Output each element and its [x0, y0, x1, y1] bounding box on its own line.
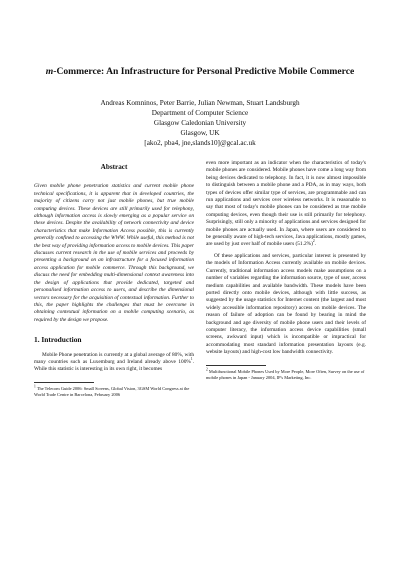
- footnote-divider-right: [206, 365, 266, 366]
- body-paragraph-1: [206, 160, 366, 249]
- author-names: Andreas Komninos, Peter Barrie, Julian Newman, Stuart Landsburgh: [100, 99, 300, 107]
- footnote-ref-2: 2: [312, 239, 315, 244]
- footnote-divider: [34, 382, 94, 383]
- footnote-2: [206, 369, 366, 381]
- affiliation-university: Glasgow Caledonian University: [153, 119, 247, 127]
- left-column: [34, 160, 194, 398]
- body-p1-end: .: [314, 241, 316, 248]
- footnote-ref-1: 1: [190, 357, 193, 362]
- intro-text: Mobile Phone penetration is currently at a global average of 80%, with many countries such as Luxemburg and Ireland already above 100%: [34, 351, 194, 365]
- footnote-1: [34, 386, 194, 398]
- body-p1-text: even more important as an indicator when the characteristics of today's mobile phones are considered. Mobile phones have come a long way from being devices dedicated to telephony. In fact, it is now almost impossible to distinguish between a mobile phone and a PDA, as in may ways, both types of devices offer similar type of services, are programmable and can run applications and services over wireless networks. It is reasonable to say that most of today's mobile phones can be considered as true mobile computing devices, even though their use is still primarily for telephony. Surprisingly, still only a minority of applications and services designed for mobile phones are actually used. In Japan, where users are considered to be generally aware of high-tech services, Java applications, mostly games, are used by just over half of mobile users (51.2%): [206, 160, 366, 248]
- introduction-heading: 1. Introduction: [34, 335, 82, 345]
- right-column: [206, 160, 366, 381]
- paper-title: [28, 66, 372, 78]
- footnote-2-text: Multifunctional Mobile Phones Used by More People, More Often, Survey on the use of mobile phones in Japan - January 2004, IP's Marketing, Inc.: [206, 368, 365, 380]
- footnote-2-mark: 2: [206, 367, 208, 372]
- body-paragraph-2: Of these applications and services, particular interest is presented by the models of Information Access currently available on mobile devices. Currently, traditional information access models make assumptions on a number of variables regarding the information source, type of user, access medium capabilities and available bandwidth. These models have been ported directly onto mobile devices, although with little success, as suggested by the usage statistics for Internet content (the largest and most widely accessible information repository) access on mobile devices. The reason of failure of adoption can be found by bearing in mind the background and age diversity of mobile phone users and their levels of computer literacy, the information access device capabilities (small screens, awkward input) which is incompatible or impractical for accommodating most standard information presentation layouts (e.g. website layouts) and high-cost low bandwidth connectivity.: [206, 252, 366, 356]
- footnote-1-mark: 1: [34, 384, 36, 389]
- footnote-1-text: The Telecom Guide 2006: Small Screens, Global Vision, 3GSM World Congress at the World Trade Centre in Barcelona, February 2006: [34, 385, 190, 397]
- author-emails: [ako2, pba4, jne,slands10]@gcal.ac.uk: [144, 139, 256, 147]
- abstract-body: [34, 183, 194, 324]
- intro-text-after: . While this statistic is interesting in its own right, it becomes: [34, 358, 194, 373]
- title-italic-prefix: m: [45, 66, 54, 77]
- affiliation-department: Department of Computer Science: [151, 109, 249, 117]
- abstract-text: Given mobile phone penetration statistics and current mobile phone technical specifications, it is apparent that in developed countries, the majority of citizens carry not just mobile phones, but true mobile computing devices. These devices are still primarily used for telephony, although information access is slowly emerging as a popular service on these devices. Despite the availability of network connectivity and device characteristics that make Information Access possible, this is currently generally confined to accessing the WWW. While useful, this method is not the best way of providing information access to mobile devices. This paper discusses current research in the use of mobile services and proceeds by presenting a background on an infrastructure for a focused information access application for mobile commerce. Through this background, we discuss the need for embedding multi-dimensional context awareness into the design of applications that provide dedicated, targeted and personalised information access to users, and describe the dimensional vectors necessary for the acquisition of contextual information. Further to this, the paper highlights the challenges that must be overcome in obtaining contextual information on a mobile computing scenario, as required by the design we propose.: [34, 183, 194, 323]
- title-rest: -Commerce: An Infrastructure for Personal Predictive Mobile Commerce: [53, 66, 355, 77]
- introduction-paragraph: [34, 352, 194, 374]
- affiliation-location: Glasgow, UK: [180, 129, 220, 137]
- abstract-heading: Abstract: [100, 163, 128, 171]
- author-block: [28, 98, 372, 148]
